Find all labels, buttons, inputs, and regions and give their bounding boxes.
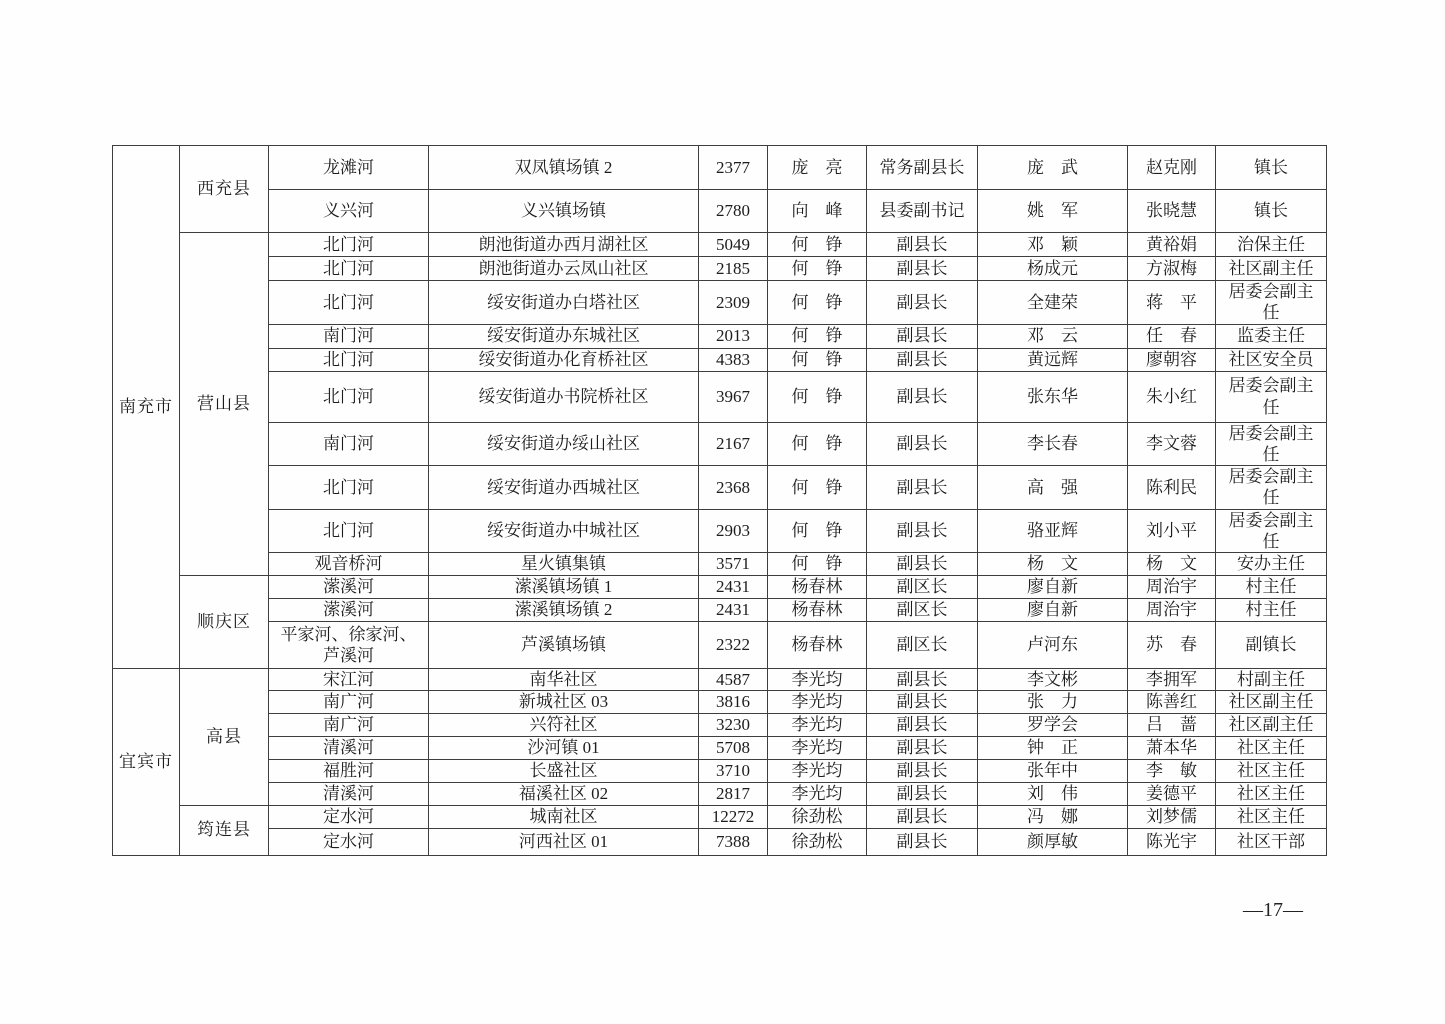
cell-name1: 何 铮 — [768, 281, 867, 325]
cell-location: 绥安街道办东城社区 — [429, 324, 699, 348]
cell-river: 定水河 — [269, 805, 429, 828]
cell-location: 绥安街道办白塔社区 — [429, 281, 699, 325]
page-number: —17— — [1243, 899, 1303, 921]
cell-population: 2322 — [699, 622, 768, 669]
cell-location: 潆溪镇场镇 1 — [429, 576, 699, 599]
cell-location: 城南社区 — [429, 805, 699, 828]
cell-location: 长盛社区 — [429, 759, 699, 782]
cell-county: 筠连县 — [180, 805, 269, 855]
cell-name1: 杨春林 — [768, 622, 867, 669]
cell-location: 福溪社区 02 — [429, 782, 699, 805]
cell-title1: 副县长 — [867, 371, 978, 422]
cell-title2: 安办主任 — [1216, 553, 1327, 576]
cell-title1: 副县长 — [867, 805, 978, 828]
cell-location: 绥安街道办书院桥社区 — [429, 371, 699, 422]
cell-population: 3230 — [699, 713, 768, 736]
cell-population: 2780 — [699, 190, 768, 233]
cell-population: 3967 — [699, 371, 768, 422]
cell-name3: 任 春 — [1128, 324, 1216, 348]
cell-name3: 姜德平 — [1128, 782, 1216, 805]
cell-name2: 庞 武 — [978, 146, 1128, 190]
cell-location: 双凤镇场镇 2 — [429, 146, 699, 190]
cell-title1: 副县长 — [867, 553, 978, 576]
cell-river: 清溪河 — [269, 782, 429, 805]
cell-name3: 刘梦儒 — [1128, 805, 1216, 828]
cell-population: 12272 — [699, 805, 768, 828]
cell-population: 2185 — [699, 257, 768, 281]
cell-name2: 黄远辉 — [978, 348, 1128, 371]
cell-name2: 冯 娜 — [978, 805, 1128, 828]
cell-city: 宜宾市 — [113, 669, 180, 856]
cell-name2: 杨 文 — [978, 553, 1128, 576]
cell-river: 北门河 — [269, 233, 429, 257]
cell-name2: 张 力 — [978, 691, 1128, 713]
cell-name3: 陈光宇 — [1128, 828, 1216, 855]
cell-river: 宋江河 — [269, 669, 429, 691]
cell-county: 顺庆区 — [180, 576, 269, 669]
cell-name2: 全建荣 — [978, 281, 1128, 325]
cell-location: 绥安街道办中城社区 — [429, 509, 699, 553]
cell-title1: 副县长 — [867, 828, 978, 855]
cell-population: 2368 — [699, 466, 768, 510]
cell-title1: 副县长 — [867, 348, 978, 371]
cell-river: 北门河 — [269, 348, 429, 371]
table-row — [113, 371, 1327, 422]
officials-table — [112, 145, 1327, 856]
cell-location: 绥安街道办西城社区 — [429, 466, 699, 510]
cell-name1: 何 铮 — [768, 371, 867, 422]
table-row — [113, 422, 1327, 466]
cell-title1: 副区长 — [867, 599, 978, 622]
cell-river: 北门河 — [269, 371, 429, 422]
cell-title2: 居委会副主任 — [1216, 281, 1327, 325]
cell-title1: 副县长 — [867, 759, 978, 782]
cell-title1: 县委副书记 — [867, 190, 978, 233]
table-row — [113, 233, 1327, 257]
table-body — [113, 146, 1327, 856]
cell-river: 潆溪河 — [269, 599, 429, 622]
cell-location: 沙河镇 01 — [429, 736, 699, 759]
cell-location: 绥安街道办绥山社区 — [429, 422, 699, 466]
cell-name2: 高 强 — [978, 466, 1128, 510]
cell-river: 北门河 — [269, 509, 429, 553]
cell-name1: 何 铮 — [768, 233, 867, 257]
cell-name1: 杨春林 — [768, 599, 867, 622]
table-row — [113, 599, 1327, 622]
cell-name3: 廖朝容 — [1128, 348, 1216, 371]
cell-title2: 社区干部 — [1216, 828, 1327, 855]
cell-name1: 何 铮 — [768, 324, 867, 348]
table-row — [113, 257, 1327, 281]
table-row — [113, 622, 1327, 669]
cell-name3: 杨 文 — [1128, 553, 1216, 576]
cell-location: 朗池街道办西月湖社区 — [429, 233, 699, 257]
cell-population: 2377 — [699, 146, 768, 190]
cell-name2: 张东华 — [978, 371, 1128, 422]
cell-river: 观音桥河 — [269, 553, 429, 576]
cell-river: 北门河 — [269, 257, 429, 281]
table-row — [113, 553, 1327, 576]
cell-name1: 庞 亮 — [768, 146, 867, 190]
cell-name3: 李拥军 — [1128, 669, 1216, 691]
cell-title1: 副县长 — [867, 736, 978, 759]
cell-title1: 副县长 — [867, 713, 978, 736]
cell-title2: 村主任 — [1216, 576, 1327, 599]
table-row — [113, 466, 1327, 510]
cell-name1: 向 峰 — [768, 190, 867, 233]
cell-population: 4587 — [699, 669, 768, 691]
cell-river: 清溪河 — [269, 736, 429, 759]
table-row — [113, 324, 1327, 348]
cell-title2: 社区安全员 — [1216, 348, 1327, 371]
table-row — [113, 576, 1327, 599]
cell-title2: 社区副主任 — [1216, 691, 1327, 713]
cell-population: 5708 — [699, 736, 768, 759]
table-row — [113, 713, 1327, 736]
cell-name3: 张晓慧 — [1128, 190, 1216, 233]
cell-title2: 村副主任 — [1216, 669, 1327, 691]
cell-name3: 蒋 平 — [1128, 281, 1216, 325]
cell-title2: 社区主任 — [1216, 759, 1327, 782]
cell-river: 南门河 — [269, 324, 429, 348]
cell-name1: 何 铮 — [768, 348, 867, 371]
cell-population: 2903 — [699, 509, 768, 553]
cell-name2: 邓 云 — [978, 324, 1128, 348]
cell-name3: 刘小平 — [1128, 509, 1216, 553]
cell-name2: 杨成元 — [978, 257, 1128, 281]
cell-name2: 姚 军 — [978, 190, 1128, 233]
cell-title2: 村主任 — [1216, 599, 1327, 622]
cell-county: 西充县 — [180, 146, 269, 233]
cell-location: 朗池街道办云凤山社区 — [429, 257, 699, 281]
cell-name2: 张年中 — [978, 759, 1128, 782]
cell-name1: 李光均 — [768, 782, 867, 805]
cell-name2: 廖自新 — [978, 576, 1128, 599]
cell-title2: 社区主任 — [1216, 736, 1327, 759]
cell-title2: 镇长 — [1216, 146, 1327, 190]
cell-river: 义兴河 — [269, 190, 429, 233]
cell-name3: 周治宇 — [1128, 599, 1216, 622]
cell-location: 新城社区 03 — [429, 691, 699, 713]
cell-name3: 黄裕娟 — [1128, 233, 1216, 257]
table-row — [113, 805, 1327, 828]
cell-river: 平家河、徐家河、芦溪河 — [269, 622, 429, 669]
cell-name2: 刘 伟 — [978, 782, 1128, 805]
cell-name3: 苏 春 — [1128, 622, 1216, 669]
cell-county: 营山县 — [180, 233, 269, 576]
cell-name2: 邓 颖 — [978, 233, 1128, 257]
cell-name3: 吕 蔷 — [1128, 713, 1216, 736]
cell-title2: 社区副主任 — [1216, 713, 1327, 736]
cell-title2: 居委会副主任 — [1216, 371, 1327, 422]
table-row — [113, 281, 1327, 325]
cell-name3: 周治宇 — [1128, 576, 1216, 599]
cell-population: 2013 — [699, 324, 768, 348]
cell-name2: 钟 正 — [978, 736, 1128, 759]
cell-title1: 副区长 — [867, 576, 978, 599]
table-container — [112, 145, 1326, 856]
cell-name3: 李文蓉 — [1128, 422, 1216, 466]
cell-title2: 监委主任 — [1216, 324, 1327, 348]
cell-location: 芦溪镇场镇 — [429, 622, 699, 669]
cell-title2: 社区主任 — [1216, 782, 1327, 805]
cell-name1: 李光均 — [768, 759, 867, 782]
cell-title1: 副县长 — [867, 466, 978, 510]
cell-river: 龙滩河 — [269, 146, 429, 190]
cell-name2: 颜厚敏 — [978, 828, 1128, 855]
cell-title1: 副县长 — [867, 324, 978, 348]
cell-name1: 李光均 — [768, 736, 867, 759]
cell-name3: 萧本华 — [1128, 736, 1216, 759]
cell-population: 2817 — [699, 782, 768, 805]
cell-location: 河西社区 01 — [429, 828, 699, 855]
cell-name2: 卢河东 — [978, 622, 1128, 669]
table-row — [113, 509, 1327, 553]
table-row — [113, 190, 1327, 233]
cell-name3: 李 敏 — [1128, 759, 1216, 782]
cell-river: 南广河 — [269, 713, 429, 736]
cell-title1: 副县长 — [867, 691, 978, 713]
cell-river: 定水河 — [269, 828, 429, 855]
cell-population: 7388 — [699, 828, 768, 855]
table-row — [113, 782, 1327, 805]
cell-population: 3571 — [699, 553, 768, 576]
table-row — [113, 828, 1327, 855]
cell-city: 南充市 — [113, 146, 180, 669]
table-row — [113, 669, 1327, 691]
cell-population: 3710 — [699, 759, 768, 782]
cell-title1: 副县长 — [867, 233, 978, 257]
cell-name2: 罗学会 — [978, 713, 1128, 736]
cell-title2: 镇长 — [1216, 190, 1327, 233]
cell-river: 南广河 — [269, 691, 429, 713]
cell-population: 3816 — [699, 691, 768, 713]
cell-population: 2431 — [699, 599, 768, 622]
cell-title1: 副县长 — [867, 257, 978, 281]
cell-location: 潆溪镇场镇 2 — [429, 599, 699, 622]
cell-name1: 何 铮 — [768, 257, 867, 281]
cell-title2: 居委会副主任 — [1216, 509, 1327, 553]
cell-title1: 副县长 — [867, 782, 978, 805]
cell-name3: 陈利民 — [1128, 466, 1216, 510]
cell-river: 北门河 — [269, 281, 429, 325]
cell-county: 高县 — [180, 669, 269, 806]
cell-name3: 赵克刚 — [1128, 146, 1216, 190]
cell-name1: 李光均 — [768, 669, 867, 691]
cell-location: 绥安街道办化育桥社区 — [429, 348, 699, 371]
cell-location: 星火镇集镇 — [429, 553, 699, 576]
cell-name2: 骆亚辉 — [978, 509, 1128, 553]
cell-name2: 李文彬 — [978, 669, 1128, 691]
cell-population: 5049 — [699, 233, 768, 257]
cell-title1: 副区长 — [867, 622, 978, 669]
table-row — [113, 691, 1327, 713]
cell-river: 北门河 — [269, 466, 429, 510]
cell-river: 福胜河 — [269, 759, 429, 782]
cell-location: 兴符社区 — [429, 713, 699, 736]
cell-name1: 徐劲松 — [768, 805, 867, 828]
table-row — [113, 736, 1327, 759]
table-row — [113, 759, 1327, 782]
cell-title2: 居委会副主任 — [1216, 466, 1327, 510]
cell-name1: 杨春林 — [768, 576, 867, 599]
table-row — [113, 348, 1327, 371]
cell-name1: 李光均 — [768, 691, 867, 713]
cell-title1: 副县长 — [867, 422, 978, 466]
cell-name1: 何 铮 — [768, 509, 867, 553]
cell-name1: 何 铮 — [768, 553, 867, 576]
cell-title2: 社区主任 — [1216, 805, 1327, 828]
cell-name1: 何 铮 — [768, 422, 867, 466]
cell-name1: 何 铮 — [768, 466, 867, 510]
cell-title1: 副县长 — [867, 281, 978, 325]
cell-population: 2167 — [699, 422, 768, 466]
cell-river: 南门河 — [269, 422, 429, 466]
table-row — [113, 146, 1327, 190]
cell-population: 2431 — [699, 576, 768, 599]
cell-title1: 常务副县长 — [867, 146, 978, 190]
cell-location: 南华社区 — [429, 669, 699, 691]
cell-name3: 陈善红 — [1128, 691, 1216, 713]
cell-name2: 李长春 — [978, 422, 1128, 466]
cell-name1: 李光均 — [768, 713, 867, 736]
cell-title1: 副县长 — [867, 669, 978, 691]
cell-population: 4383 — [699, 348, 768, 371]
cell-title2: 社区副主任 — [1216, 257, 1327, 281]
cell-river: 潆溪河 — [269, 576, 429, 599]
cell-title2: 居委会副主任 — [1216, 422, 1327, 466]
cell-location: 义兴镇场镇 — [429, 190, 699, 233]
cell-name2: 廖自新 — [978, 599, 1128, 622]
cell-title2: 副镇长 — [1216, 622, 1327, 669]
cell-title2: 治保主任 — [1216, 233, 1327, 257]
cell-population: 2309 — [699, 281, 768, 325]
cell-title1: 副县长 — [867, 509, 978, 553]
cell-name3: 方淑梅 — [1128, 257, 1216, 281]
cell-name3: 朱小红 — [1128, 371, 1216, 422]
cell-name1: 徐劲松 — [768, 828, 867, 855]
